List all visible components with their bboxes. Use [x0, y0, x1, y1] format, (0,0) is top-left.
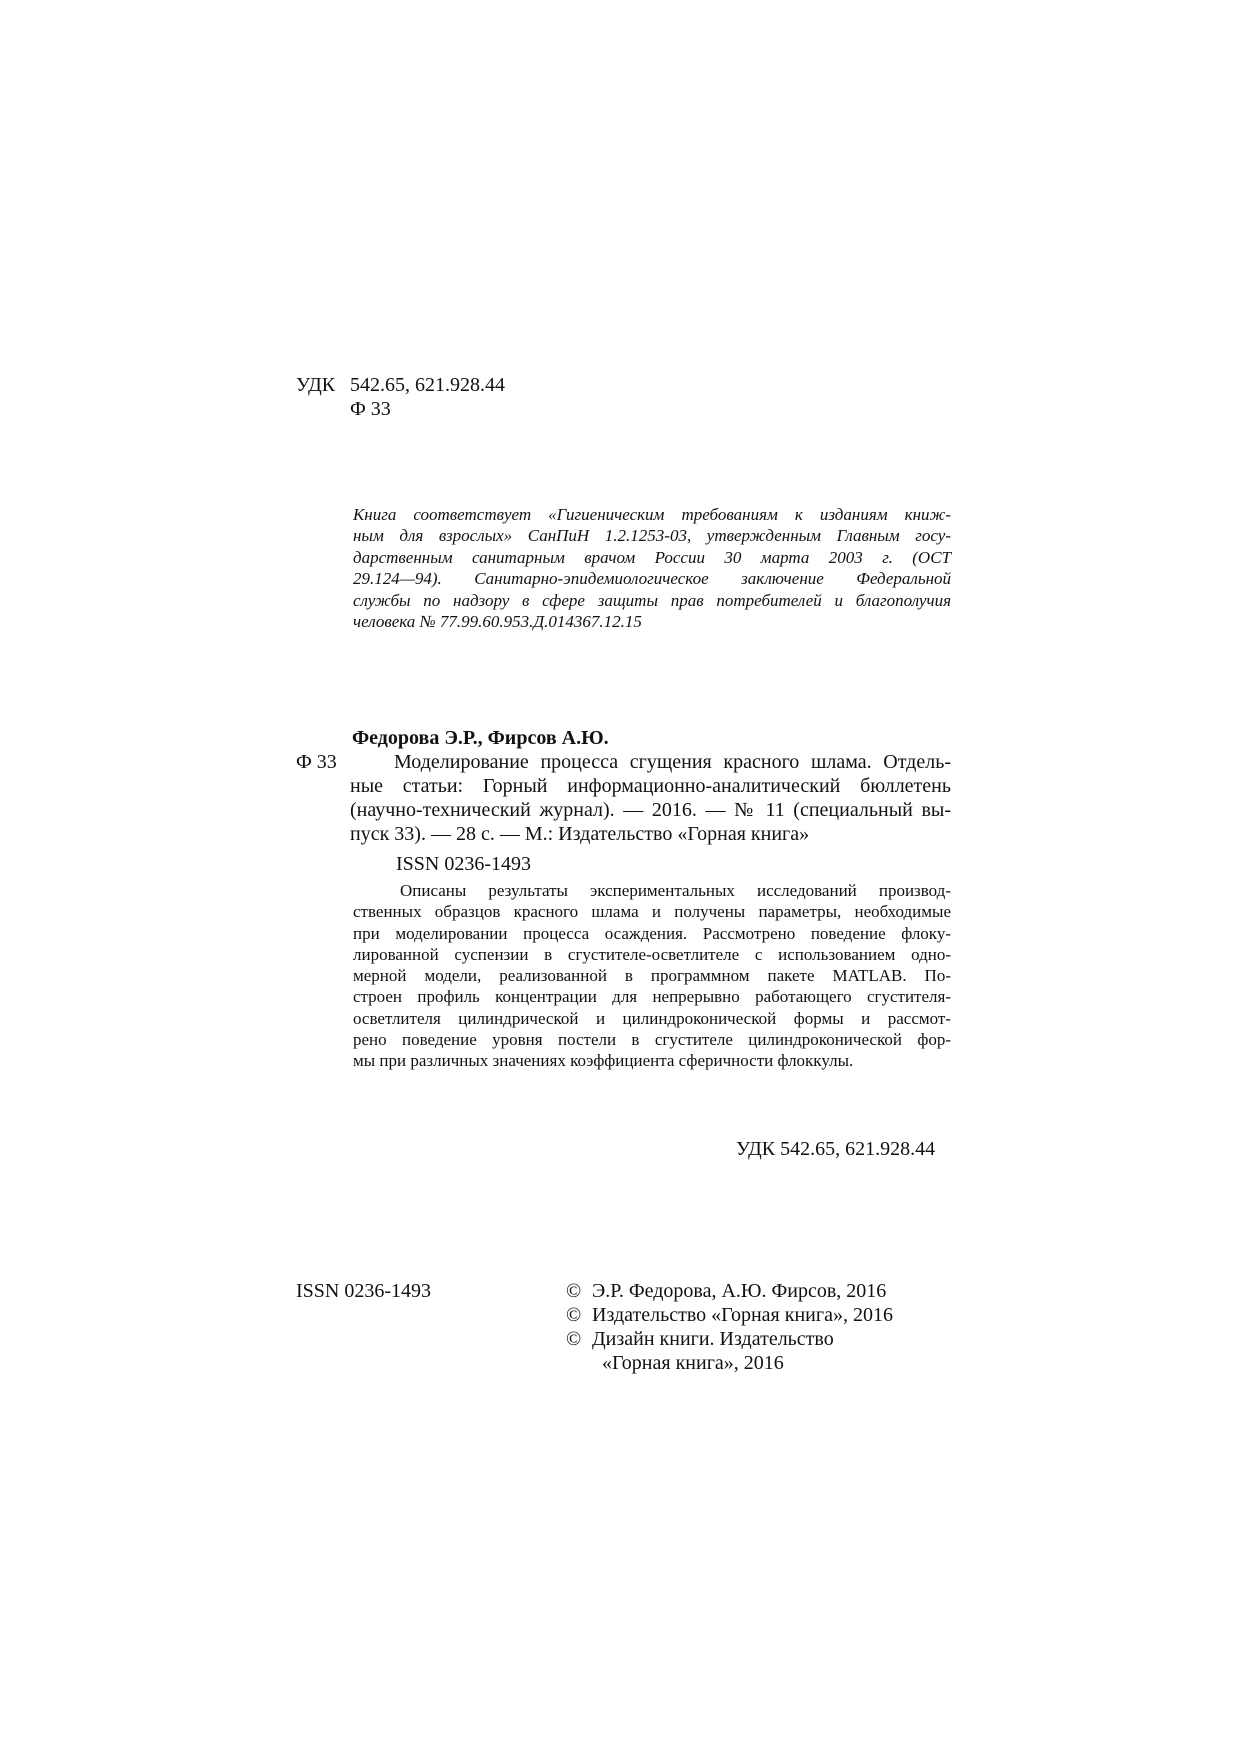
copyright-continuation: «Горная книга», 2016 [602, 1352, 784, 1374]
hygiene-note [353, 504, 951, 632]
hygiene-note-line: 29.124—94). Санитарно-эпидемиологическое заключение Федеральной [353, 569, 951, 589]
biblio-line: Моделирование процесса сгущения красного шлама. Отдель- [394, 751, 951, 773]
copyright-icon: © [566, 1280, 582, 1302]
copyright-list [566, 1279, 893, 1375]
copyright-row [566, 1279, 893, 1303]
hygiene-note-line: дарственным санитарным врачом России 30 марта 2003 г. (ОСТ [353, 547, 951, 567]
authors: Федорова Э.Р., Фирсов А.Ю. [352, 727, 609, 749]
udk-label: УДК [296, 374, 336, 396]
hygiene-note-line: ным для взрослых» СанПиН 1.2.1253-03, утвержденным Главным госу- [353, 526, 951, 546]
copyright-text: Дизайн книги. Издательство [592, 1328, 834, 1350]
abstract-line: рено поведение уровня постели в сгустителе цилиндроконической фор- [353, 1030, 951, 1050]
copyright-row [566, 1327, 893, 1351]
footer-issn: ISSN 0236-1493 [296, 1280, 432, 1302]
abstract-line: лированной суспензии в сгустителе-осветлителе с использованием одно- [353, 944, 951, 964]
abstract-line: при моделировании процесса осаждения. Рассмотрено поведение флоку- [353, 923, 951, 943]
abstract-line: осветлителя цилиндрической и цилиндроконической формы и рассмот- [353, 1008, 951, 1028]
hygiene-note-line: человека № 77.99.60.953.Д.014367.12.15 [353, 611, 642, 631]
author-index: Ф 33 [350, 398, 391, 420]
hygiene-note-line: службы по надзору в сфере защиты прав потребителей и благополучия [353, 590, 951, 610]
udk-footer: УДК 542.65, 621.928.44 [736, 1138, 936, 1160]
abstract-line: строен профиль концентрации для непрерывно работающего сгустителя- [353, 987, 951, 1007]
biblio-issn: ISSN 0236-1493 [396, 853, 532, 875]
abstract [353, 880, 951, 1072]
copyright-icon: © [566, 1328, 582, 1350]
udk-codes: 542.65, 621.928.44 [350, 374, 505, 396]
biblio-line: пуск 33). — 28 с. — М.: Издательство «Горная книга» [350, 823, 810, 845]
abstract-line: ственных образцов красного шлама и получены параметры, необходимые [353, 902, 951, 922]
abstract-line: мерной модели, реализованной в программном пакете MATLAB. По- [353, 966, 951, 986]
biblio-description [350, 750, 951, 846]
copyright-row [566, 1303, 893, 1327]
biblio-line: ные статьи: Горный информационно-аналитический бюллетень [350, 775, 951, 797]
biblio-index: Ф 33 [296, 751, 337, 773]
copyright-icon: © [566, 1304, 582, 1326]
abstract-line: Описаны результаты экспериментальных исследований производ- [400, 881, 951, 900]
biblio-line: (научно-технический журнал). — 2016. — № 11 (специальный вы- [350, 799, 951, 821]
hygiene-note-line: Книга соответствует «Гигиеническим требованиям к изданиям книж- [353, 505, 951, 524]
abstract-line: мы при различных значениях коэффициента сферичности флоккулы. [353, 1051, 854, 1071]
copyright-text: Э.Р. Федорова, А.Ю. Фирсов, 2016 [592, 1280, 887, 1302]
copyright-text: Издательство «Горная книга», 2016 [592, 1304, 893, 1326]
